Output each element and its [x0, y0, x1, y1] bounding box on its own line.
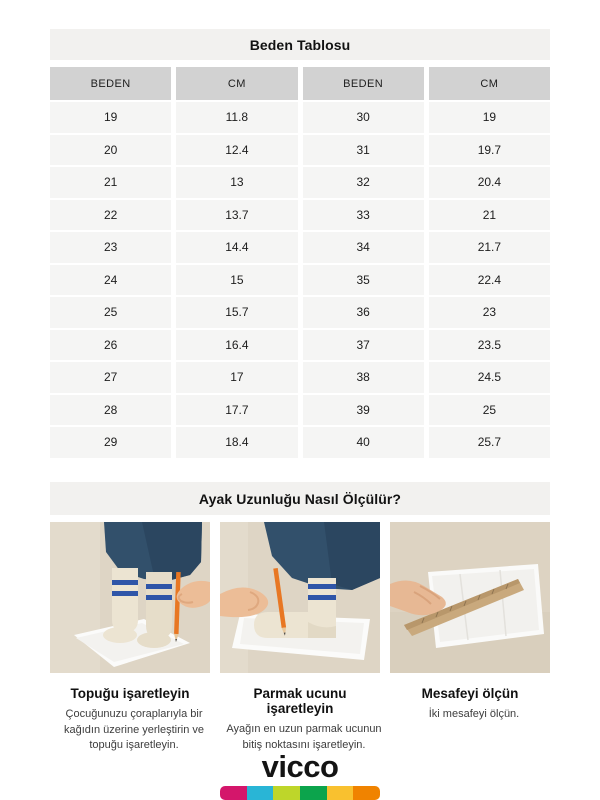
col-header-beden-left: BEDEN	[50, 67, 171, 100]
heel-marking-photo	[50, 522, 210, 673]
cm-cell: 13.7	[176, 200, 297, 231]
step-description: Ayağın en uzun parmak ucunun bitiş noktasını işaretleyin.	[226, 723, 382, 751]
size-cell: 19	[50, 102, 171, 133]
table-row	[50, 427, 550, 458]
table-row	[50, 330, 550, 361]
size-cell: 22	[50, 200, 171, 231]
cm-cell: 16.4	[176, 330, 297, 361]
table-row	[50, 102, 550, 133]
rainbow-segment	[327, 786, 354, 800]
cm-cell: 11.8	[176, 102, 297, 133]
cm-cell: 20.4	[429, 167, 550, 198]
cm-cell: 14.4	[176, 232, 297, 263]
table-row	[50, 232, 550, 263]
size-table-title: Beden Tablosu	[50, 29, 550, 60]
table-row	[50, 200, 550, 231]
table-row	[50, 297, 550, 328]
size-cell: 36	[303, 297, 424, 328]
size-cell: 26	[50, 330, 171, 361]
size-cell: 34	[303, 232, 424, 263]
table-row	[50, 395, 550, 426]
measure-steps	[50, 522, 550, 754]
size-cell: 31	[303, 135, 424, 166]
cm-cell: 13	[176, 167, 297, 198]
col-header-beden-right: BEDEN	[303, 67, 424, 100]
rainbow-segment	[273, 786, 300, 800]
step-description: Çocuğunuzu çoraplarıyla bir kağıdın üzerine yerleştirin ve topuğu işaretleyin.	[63, 708, 204, 752]
step-mark-toe	[220, 522, 380, 754]
cm-cell: 19.7	[429, 135, 550, 166]
cm-cell: 25	[429, 395, 550, 426]
rainbow-segment	[353, 786, 380, 800]
cm-cell: 19	[429, 102, 550, 133]
size-table-header-row	[50, 67, 550, 100]
size-cell: 28	[50, 395, 171, 426]
size-cell: 32	[303, 167, 424, 198]
size-cell: 30	[303, 102, 424, 133]
measure-section-title: Ayak Uzunluğu Nasıl Ölçülür?	[50, 482, 550, 515]
cm-cell: 21	[429, 200, 550, 231]
table-row	[50, 167, 550, 198]
size-cell: 21	[50, 167, 171, 198]
cm-cell: 24.5	[429, 362, 550, 393]
step-measure-distance	[390, 522, 550, 754]
cm-cell: 12.4	[176, 135, 297, 166]
table-row	[50, 362, 550, 393]
size-cell: 33	[303, 200, 424, 231]
step-title: Mesafeyi ölçün	[421, 686, 519, 701]
size-cell: 40	[303, 427, 424, 458]
size-cell: 25	[50, 297, 171, 328]
size-cell: 24	[50, 265, 171, 296]
cm-cell: 25.7	[429, 427, 550, 458]
size-cell: 23	[50, 232, 171, 263]
step-title: Parmak ucunu işaretleyin	[253, 686, 347, 716]
size-cell: 37	[303, 330, 424, 361]
cm-cell: 17.7	[176, 395, 297, 426]
cm-cell: 22.4	[429, 265, 550, 296]
cm-cell: 23.5	[429, 330, 550, 361]
col-header-cm-right: CM	[429, 67, 550, 100]
cm-cell: 15	[176, 265, 297, 296]
cm-cell: 18.4	[176, 427, 297, 458]
size-cell: 35	[303, 265, 424, 296]
toe-marking-photo	[220, 522, 380, 673]
cm-cell: 23	[429, 297, 550, 328]
brand-logo: vicco	[261, 749, 339, 784]
rainbow-segment	[220, 786, 247, 800]
rainbow-segment	[300, 786, 327, 800]
cm-cell: 17	[176, 362, 297, 393]
distance-measuring-photo	[390, 522, 550, 673]
size-cell: 29	[50, 427, 171, 458]
cm-cell: 21.7	[429, 232, 550, 263]
table-row	[50, 135, 550, 166]
rainbow-bar	[220, 786, 380, 800]
step-title: Topuğu işaretleyin	[70, 686, 190, 701]
size-cell: 39	[303, 395, 424, 426]
size-cell: 38	[303, 362, 424, 393]
col-header-cm-left: CM	[176, 67, 297, 100]
table-row	[50, 265, 550, 296]
rainbow-segment	[247, 786, 274, 800]
cm-cell: 15.7	[176, 297, 297, 328]
step-description: İki mesafeyi ölçün.	[428, 708, 520, 720]
size-table	[50, 67, 550, 460]
step-mark-heel	[50, 522, 210, 754]
size-cell: 20	[50, 135, 171, 166]
size-table-body	[50, 102, 550, 458]
size-cell: 27	[50, 362, 171, 393]
